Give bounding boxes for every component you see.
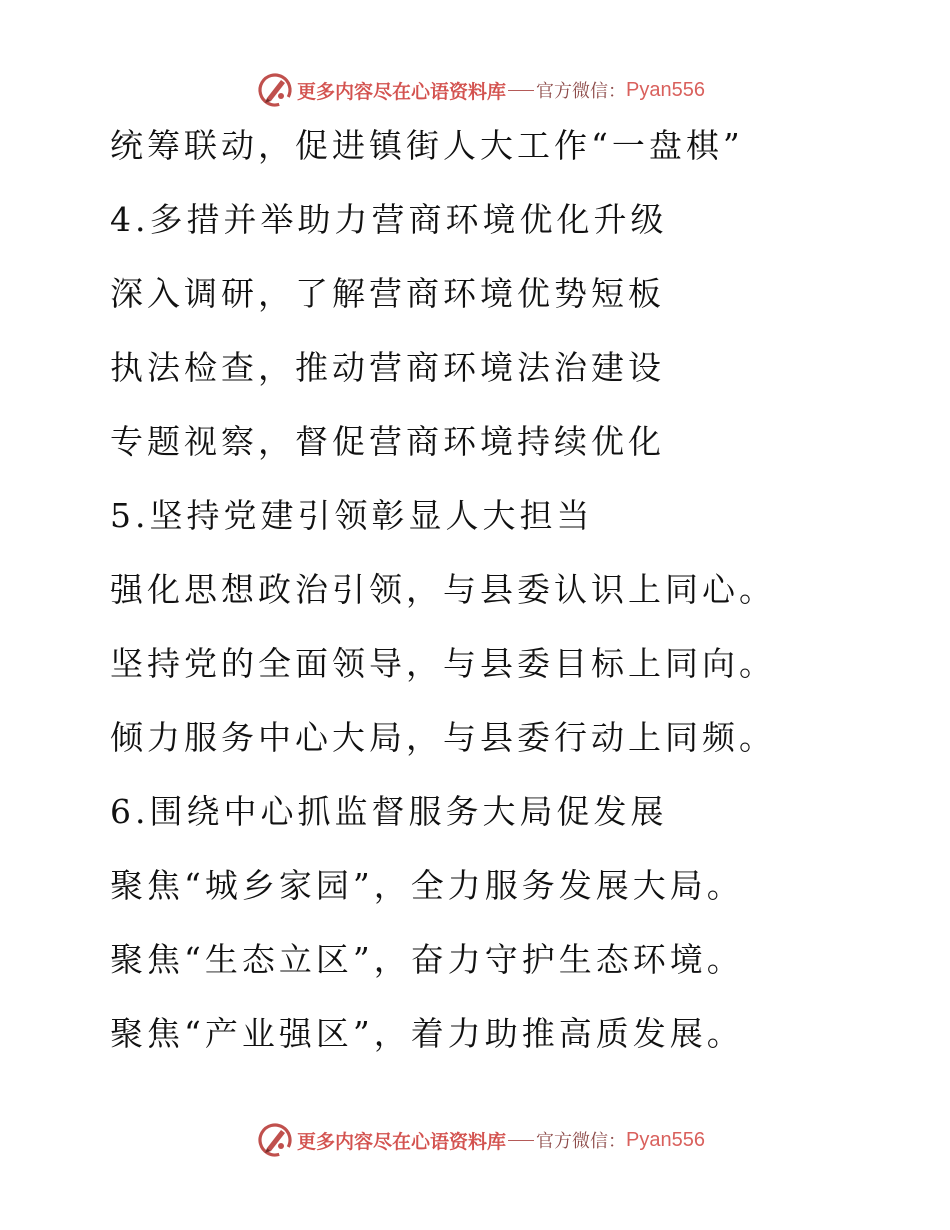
section-heading: 6.围绕中心抓监督服务大局促发展	[110, 792, 668, 831]
pen-seal-logo-icon	[257, 1122, 293, 1158]
footer-banner	[0, 1120, 950, 1160]
banner-title: 更多内容尽在心语资料库	[297, 80, 507, 103]
banner-wechat-id: Pyan556	[626, 78, 705, 101]
text-line: 倾力服务中心大局，与县委行动上同频。	[110, 718, 776, 757]
banner-dash	[508, 1140, 534, 1141]
text-line: 执法检查，推动营商环境法治建设	[110, 348, 665, 387]
text-line: 聚焦“生态立区”，奋力守护生态环境。	[110, 940, 744, 979]
text-line: 深入调研，了解营商环境优势短板	[110, 274, 665, 313]
banner-content	[257, 72, 705, 108]
banner-title: 更多内容尽在心语资料库	[297, 1130, 507, 1153]
section-heading: 4.多措并举助力营商环境优化升级	[110, 200, 668, 239]
section-heading: 5.坚持党建引领彰显人大担当	[110, 496, 594, 535]
text-line: 聚焦“产业强区”，着力助推高质发展。	[110, 1014, 744, 1053]
banner-wechat-id: Pyan556	[626, 1128, 705, 1151]
text-line: 统筹联动，促进镇街人大工作“一盘棋”	[110, 126, 744, 165]
document-body	[110, 122, 910, 1084]
banner-subtitle: 官方微信：	[536, 1131, 627, 1152]
text-line: 强化思想政治引领，与县委认识上同心。	[110, 570, 776, 609]
pen-seal-logo-icon	[257, 72, 293, 108]
banner-subtitle: 官方微信：	[536, 81, 627, 102]
banner-content	[257, 1122, 705, 1158]
header-banner	[0, 70, 950, 110]
text-line: 聚焦“城乡家园”，全力服务发展大局。	[110, 866, 744, 905]
text-line: 专题视察，督促营商环境持续优化	[110, 422, 665, 461]
banner-dash	[508, 90, 534, 91]
text-line: 坚持党的全面领导，与县委目标上同向。	[110, 644, 776, 683]
